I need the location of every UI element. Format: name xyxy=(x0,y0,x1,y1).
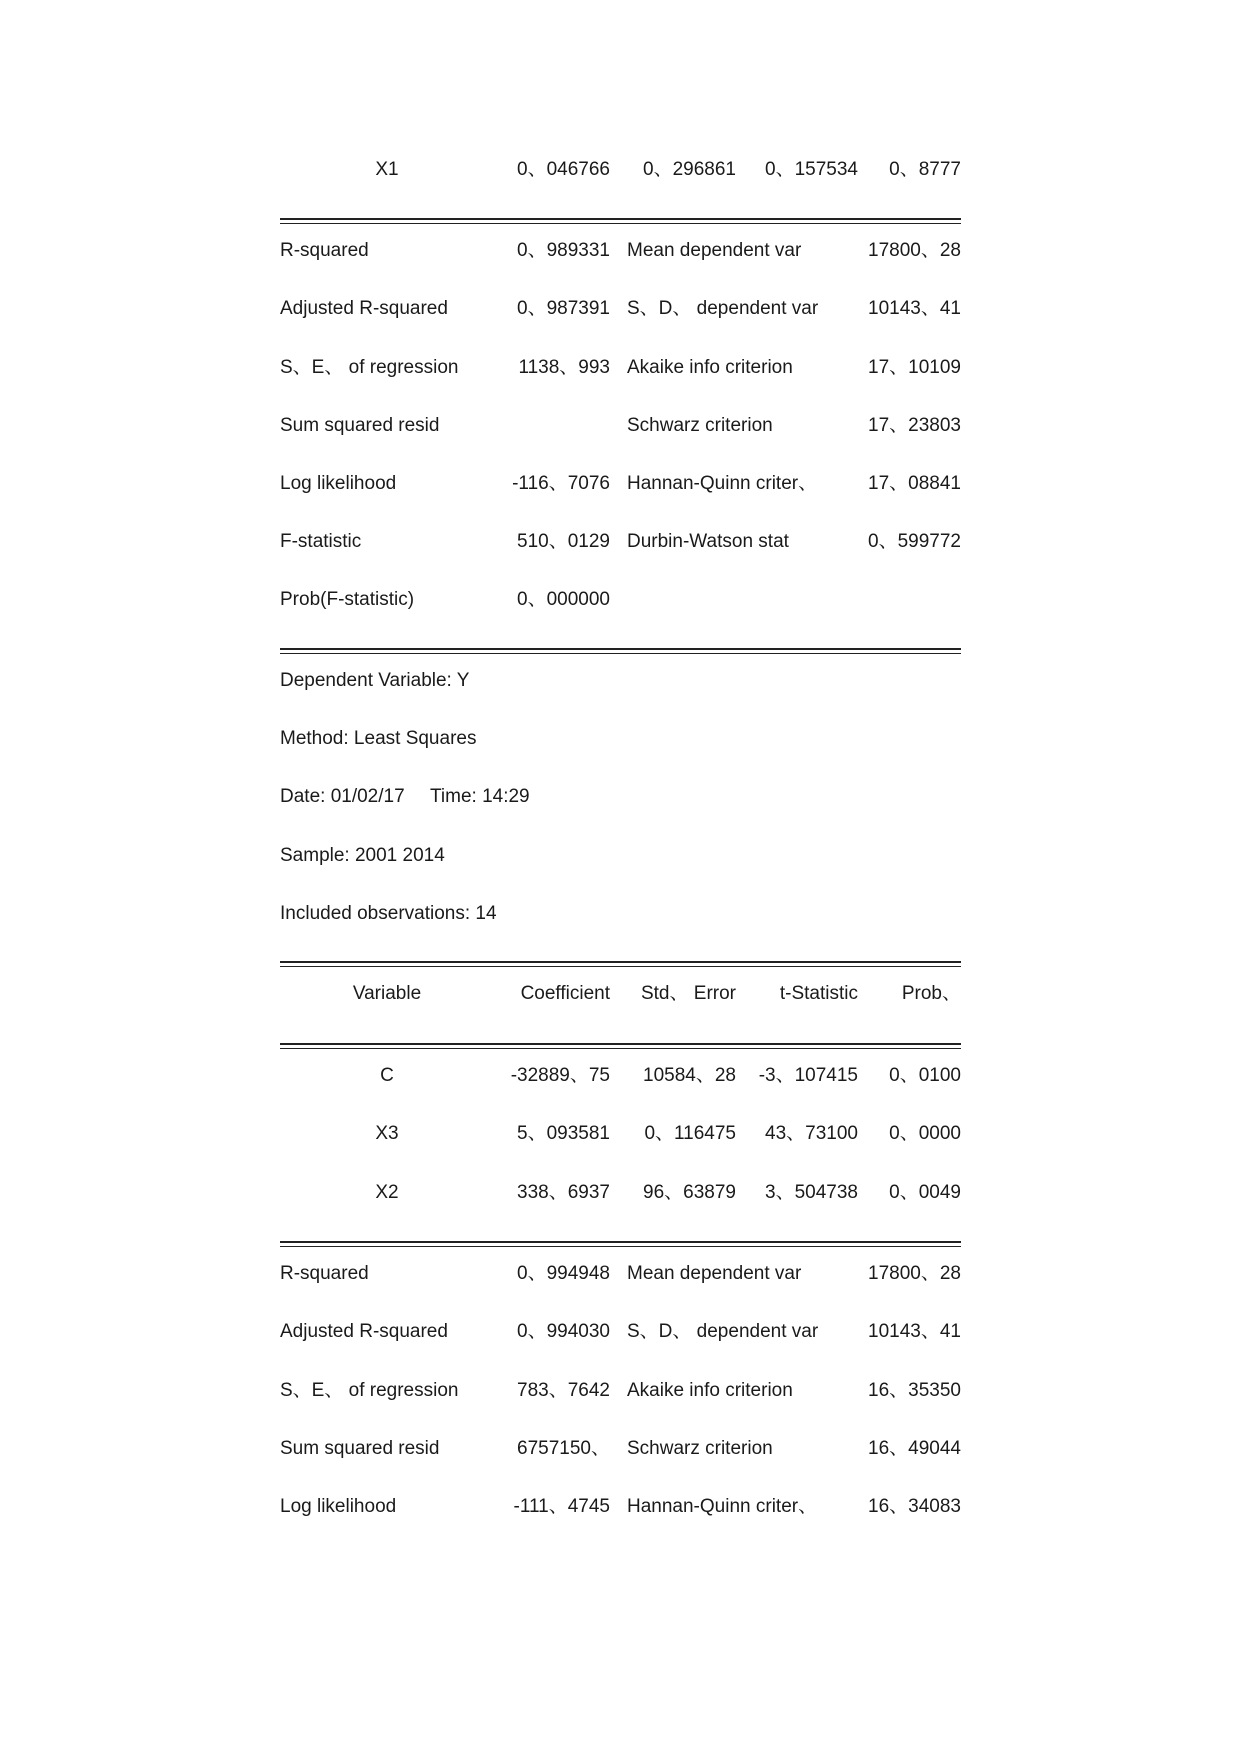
std-error-value: 0、116475 xyxy=(644,1123,736,1144)
stat-value: 0、987391 xyxy=(517,298,610,319)
stat-value-right: 16、35350 xyxy=(868,1380,961,1401)
coefficient-value: 5、093581 xyxy=(517,1123,610,1144)
stats-row xyxy=(280,527,961,557)
stat-label: F-statistic xyxy=(280,531,362,552)
stat-value-right: 10143、41 xyxy=(868,298,961,319)
stat-value-right: 17、08841 xyxy=(868,473,961,494)
stats-row xyxy=(280,585,961,615)
stat-label-right: Akaike info criterion xyxy=(627,1380,793,1401)
variable-name: X3 xyxy=(375,1123,399,1144)
stats-row xyxy=(280,353,961,383)
table-row xyxy=(280,1061,961,1091)
stat-label: R-squared xyxy=(280,1263,369,1284)
stats-row xyxy=(280,236,961,266)
header-t-statistic: t-Statistic xyxy=(779,983,858,1004)
stat-label: Log likelihood xyxy=(280,1496,397,1517)
header-std-error: Std、 Error xyxy=(640,983,736,1004)
stat-label: R-squared xyxy=(280,240,369,261)
double-rule xyxy=(280,1241,961,1247)
stat-value-right: 17、10109 xyxy=(868,357,961,378)
header-variable: Variable xyxy=(352,983,422,1004)
stat-label: Sum squared resid xyxy=(280,415,440,436)
stat-value-right: 16、34083 xyxy=(868,1496,961,1517)
stats-row xyxy=(280,1317,961,1347)
stat-value-right: 17、23803 xyxy=(868,415,961,436)
stat-label: Sum squared resid xyxy=(280,1438,440,1459)
stats-row xyxy=(280,294,961,324)
date: Date: 01/02/17 xyxy=(280,786,405,807)
variable-name: X2 xyxy=(375,1182,399,1203)
stat-label-right: Schwarz criterion xyxy=(627,415,773,436)
method: Method: Least Squares xyxy=(280,728,477,749)
stat-label: Adjusted R-squared xyxy=(280,298,448,319)
double-rule xyxy=(280,218,961,224)
variable-name: X1 xyxy=(375,159,399,180)
stat-label-right: Mean dependent var xyxy=(627,240,802,261)
stat-value-right: 10143、41 xyxy=(868,1321,961,1342)
std-error-value: 96、63879 xyxy=(643,1182,736,1203)
stat-label: Log likelihood xyxy=(280,473,397,494)
coef-row-x1 xyxy=(280,155,961,185)
stat-label: S、E、 of regression xyxy=(280,1380,459,1401)
std-error-value: 0、296861 xyxy=(643,159,736,180)
stat-label-right: Durbin-Watson stat xyxy=(627,531,789,552)
coef-header-row xyxy=(280,979,961,1009)
stat-label: S、E、 of regression xyxy=(280,357,459,378)
stat-value-right: 17800、28 xyxy=(868,240,961,261)
stat-value: -111、4745 xyxy=(513,1496,610,1517)
stat-value: 783、7642 xyxy=(517,1380,610,1401)
header-prob: Prob、 xyxy=(901,983,961,1004)
double-rule xyxy=(280,648,961,654)
stat-value: 0、994030 xyxy=(517,1321,610,1342)
stat-value-right: 17800、28 xyxy=(868,1263,961,1284)
prob-value: 0、0049 xyxy=(889,1182,961,1203)
stat-label: Adjusted R-squared xyxy=(280,1321,448,1342)
stat-value: 0、000000 xyxy=(517,589,610,610)
prob-value: 0、0000 xyxy=(889,1123,961,1144)
t-statistic-value: 3、504738 xyxy=(765,1182,858,1203)
stat-label-right: S、D、 dependent var xyxy=(627,1321,819,1342)
coefficient-value: -32889、75 xyxy=(510,1065,610,1086)
stat-value-right: 16、49044 xyxy=(868,1438,961,1459)
prob-value: 0、0100 xyxy=(889,1065,961,1086)
dependent-variable: Dependent Variable: Y xyxy=(280,670,470,691)
stat-label: Prob(F-statistic) xyxy=(280,589,415,610)
coefficient-value: 0、046766 xyxy=(517,159,610,180)
t-statistic-value: 43、73100 xyxy=(765,1123,858,1144)
stat-value: 0、989331 xyxy=(517,240,610,261)
coefficient-value: 338、6937 xyxy=(517,1182,610,1203)
stat-value: 0、994948 xyxy=(517,1263,610,1284)
stat-label-right: Akaike info criterion xyxy=(627,357,793,378)
t-statistic-value: -3、107415 xyxy=(758,1065,858,1086)
stat-value: 1138、993 xyxy=(518,357,610,378)
stat-value: 6757150、 xyxy=(517,1438,610,1459)
stat-label-right: Hannan-Quinn criter、 xyxy=(627,1496,818,1517)
table-row xyxy=(280,1178,961,1208)
stat-label-right: Mean dependent var xyxy=(627,1263,802,1284)
stat-value-right: 0、599772 xyxy=(868,531,961,552)
stats-row xyxy=(280,1376,961,1406)
stats-row xyxy=(280,1259,961,1289)
stat-value: -116、7076 xyxy=(512,473,610,494)
double-rule xyxy=(280,1043,961,1049)
t-statistic-value: 0、157534 xyxy=(765,159,858,180)
included-observations: Included observations: 14 xyxy=(280,903,497,924)
stats-row xyxy=(280,469,961,499)
stat-label-right: Schwarz criterion xyxy=(627,1438,773,1459)
stat-label-right: Hannan-Quinn criter、 xyxy=(627,473,818,494)
stats-row xyxy=(280,1492,961,1522)
sample: Sample: 2001 2014 xyxy=(280,845,445,866)
stat-value: 510、0129 xyxy=(517,531,610,552)
std-error-value: 10584、28 xyxy=(643,1065,736,1086)
double-rule xyxy=(280,961,961,967)
variable-name: C xyxy=(380,1065,394,1086)
stat-label-right: S、D、 dependent var xyxy=(627,298,819,319)
table-row xyxy=(280,1119,961,1149)
stats-row xyxy=(280,1434,961,1464)
header-coefficient: Coefficient xyxy=(520,983,610,1004)
stats-row xyxy=(280,411,961,441)
time: Time: 14:29 xyxy=(430,786,530,807)
prob-value: 0、8777 xyxy=(889,159,961,180)
